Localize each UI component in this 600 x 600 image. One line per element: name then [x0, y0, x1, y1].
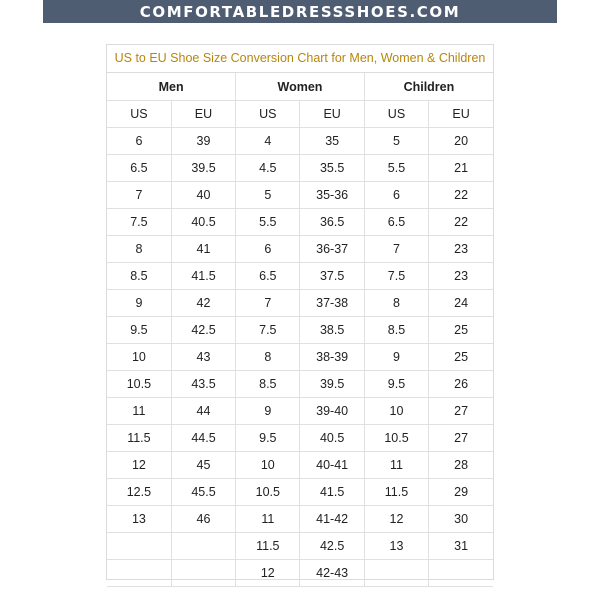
cell-women-us: 5 — [236, 182, 300, 209]
table-row — [107, 344, 493, 371]
cell-men-eu: 42.5 — [171, 317, 235, 344]
cell-children-us — [364, 560, 428, 587]
size-chart — [106, 44, 494, 580]
cell-children-us: 8.5 — [364, 317, 428, 344]
table-row — [107, 209, 493, 236]
cell-women-eu: 41-42 — [300, 506, 364, 533]
size-table — [107, 73, 493, 587]
cell-men-eu: 40 — [171, 182, 235, 209]
cell-children-us: 9 — [364, 344, 428, 371]
cell-women-eu: 39-40 — [300, 398, 364, 425]
cell-children-us: 9.5 — [364, 371, 428, 398]
table-row — [107, 317, 493, 344]
table-row — [107, 533, 493, 560]
cell-women-us: 4.5 — [236, 155, 300, 182]
cell-men-eu: 43.5 — [171, 371, 235, 398]
sub-header-children-us: US — [364, 101, 428, 128]
cell-women-eu: 38-39 — [300, 344, 364, 371]
cell-women-eu: 42.5 — [300, 533, 364, 560]
cell-women-eu: 36.5 — [300, 209, 364, 236]
cell-men-us: 7 — [107, 182, 171, 209]
cell-women-us: 5.5 — [236, 209, 300, 236]
chart-title: US to EU Shoe Size Conversion Chart for Men, Women & Children — [107, 45, 493, 73]
cell-women-us: 7.5 — [236, 317, 300, 344]
cell-women-us: 10.5 — [236, 479, 300, 506]
cell-children-us: 12 — [364, 506, 428, 533]
cell-children-us: 6.5 — [364, 209, 428, 236]
sub-header-women-eu: EU — [300, 101, 364, 128]
sub-header-men-us: US — [107, 101, 171, 128]
sub-header-row — [107, 101, 493, 128]
cell-women-us: 9.5 — [236, 425, 300, 452]
cell-children-eu: 21 — [429, 155, 493, 182]
table-row — [107, 452, 493, 479]
cell-children-eu: 30 — [429, 506, 493, 533]
cell-children-eu: 26 — [429, 371, 493, 398]
cell-women-eu: 35-36 — [300, 182, 364, 209]
cell-men-us: 7.5 — [107, 209, 171, 236]
cell-children-us: 5 — [364, 128, 428, 155]
cell-children-eu: 22 — [429, 182, 493, 209]
cell-women-us: 8.5 — [236, 371, 300, 398]
table-row — [107, 155, 493, 182]
table-row — [107, 236, 493, 263]
cell-women-us: 12 — [236, 560, 300, 587]
cell-children-eu: 27 — [429, 425, 493, 452]
cell-men-us: 9 — [107, 290, 171, 317]
cell-men-us: 12.5 — [107, 479, 171, 506]
cell-children-eu: 29 — [429, 479, 493, 506]
table-row — [107, 479, 493, 506]
cell-women-eu: 35 — [300, 128, 364, 155]
cell-men-us — [107, 560, 171, 587]
cell-men-us: 6.5 — [107, 155, 171, 182]
cell-women-us: 11.5 — [236, 533, 300, 560]
cell-men-us: 13 — [107, 506, 171, 533]
cell-men-eu: 41 — [171, 236, 235, 263]
cell-women-us: 9 — [236, 398, 300, 425]
cell-women-us: 11 — [236, 506, 300, 533]
cell-men-eu: 43 — [171, 344, 235, 371]
cell-women-us: 10 — [236, 452, 300, 479]
cell-men-us: 8.5 — [107, 263, 171, 290]
cell-men-eu — [171, 560, 235, 587]
table-row — [107, 506, 493, 533]
cell-women-eu: 35.5 — [300, 155, 364, 182]
cell-children-eu: 28 — [429, 452, 493, 479]
cell-children-eu: 23 — [429, 263, 493, 290]
cell-children-eu: 27 — [429, 398, 493, 425]
cell-children-us: 8 — [364, 290, 428, 317]
cell-men-us: 10 — [107, 344, 171, 371]
cell-men-us: 12 — [107, 452, 171, 479]
cell-women-eu: 38.5 — [300, 317, 364, 344]
cell-children-us: 7.5 — [364, 263, 428, 290]
cell-men-eu: 46 — [171, 506, 235, 533]
cell-men-eu: 45 — [171, 452, 235, 479]
cell-children-eu: 25 — [429, 317, 493, 344]
cell-children-eu: 23 — [429, 236, 493, 263]
cell-men-eu — [171, 533, 235, 560]
cell-women-eu: 37-38 — [300, 290, 364, 317]
cell-children-eu: 31 — [429, 533, 493, 560]
site-name: COMFORTABLEDRESSSHOES.COM — [139, 3, 461, 21]
sub-header-women-us: US — [236, 101, 300, 128]
table-row — [107, 371, 493, 398]
cell-children-eu: 24 — [429, 290, 493, 317]
cell-children-eu: 25 — [429, 344, 493, 371]
cell-children-eu — [429, 560, 493, 587]
site-banner — [43, 0, 557, 23]
cell-women-eu: 41.5 — [300, 479, 364, 506]
size-table-body — [107, 128, 493, 587]
cell-children-us: 6 — [364, 182, 428, 209]
group-header-men: Men — [107, 73, 236, 101]
group-header-women: Women — [236, 73, 365, 101]
table-row — [107, 128, 493, 155]
cell-men-us: 6 — [107, 128, 171, 155]
cell-women-eu: 37.5 — [300, 263, 364, 290]
cell-women-eu: 40.5 — [300, 425, 364, 452]
table-row — [107, 263, 493, 290]
cell-children-us: 11.5 — [364, 479, 428, 506]
cell-children-us: 10.5 — [364, 425, 428, 452]
table-row — [107, 560, 493, 587]
table-row — [107, 425, 493, 452]
cell-men-us: 11.5 — [107, 425, 171, 452]
table-row — [107, 290, 493, 317]
cell-men-eu: 44.5 — [171, 425, 235, 452]
cell-children-us: 7 — [364, 236, 428, 263]
cell-women-us: 8 — [236, 344, 300, 371]
cell-men-us: 8 — [107, 236, 171, 263]
cell-women-us: 6 — [236, 236, 300, 263]
sub-header-children-eu: EU — [429, 101, 493, 128]
cell-women-eu: 39.5 — [300, 371, 364, 398]
cell-women-eu: 42-43 — [300, 560, 364, 587]
cell-children-us: 10 — [364, 398, 428, 425]
cell-children-eu: 20 — [429, 128, 493, 155]
cell-men-eu: 40.5 — [171, 209, 235, 236]
cell-men-us: 11 — [107, 398, 171, 425]
cell-men-us — [107, 533, 171, 560]
cell-men-eu: 39.5 — [171, 155, 235, 182]
cell-women-us: 7 — [236, 290, 300, 317]
table-row — [107, 182, 493, 209]
group-header-children: Children — [364, 73, 493, 101]
cell-women-us: 4 — [236, 128, 300, 155]
cell-children-us: 5.5 — [364, 155, 428, 182]
cell-women-us: 6.5 — [236, 263, 300, 290]
sub-header-men-eu: EU — [171, 101, 235, 128]
cell-children-us: 11 — [364, 452, 428, 479]
cell-men-us: 10.5 — [107, 371, 171, 398]
cell-men-eu: 45.5 — [171, 479, 235, 506]
cell-women-eu: 36-37 — [300, 236, 364, 263]
group-header-row — [107, 73, 493, 101]
cell-children-us: 13 — [364, 533, 428, 560]
cell-women-eu: 40-41 — [300, 452, 364, 479]
cell-men-eu: 44 — [171, 398, 235, 425]
cell-men-eu: 42 — [171, 290, 235, 317]
table-row — [107, 398, 493, 425]
cell-men-eu: 39 — [171, 128, 235, 155]
cell-children-eu: 22 — [429, 209, 493, 236]
cell-men-us: 9.5 — [107, 317, 171, 344]
cell-men-eu: 41.5 — [171, 263, 235, 290]
